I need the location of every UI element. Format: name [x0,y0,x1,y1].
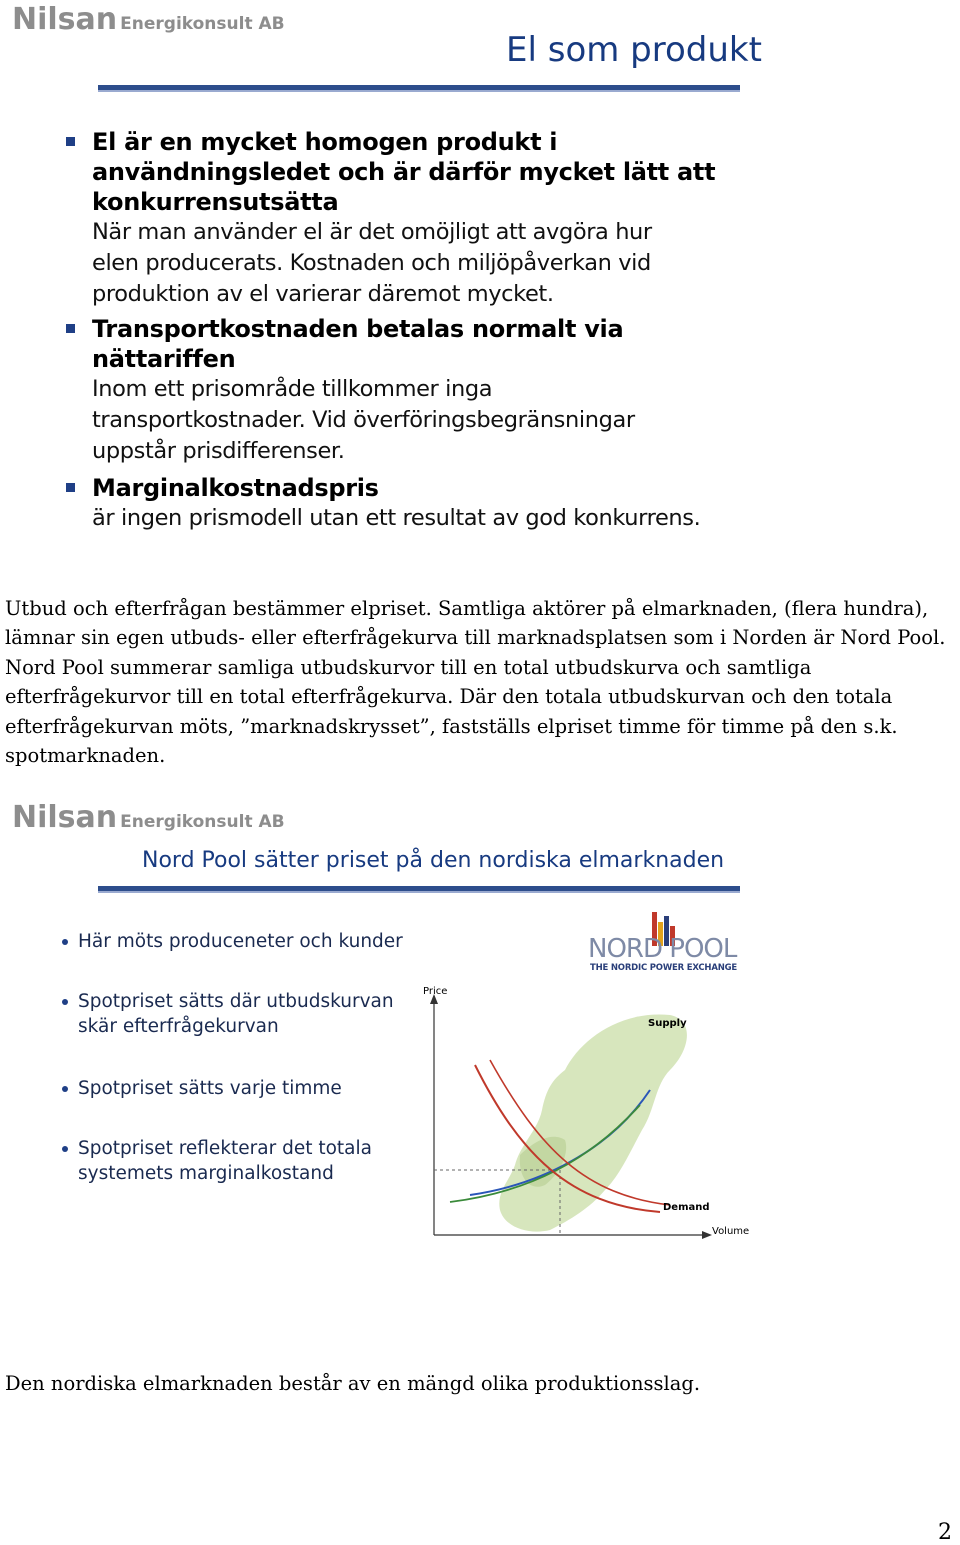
bullet-dot-icon [62,1086,68,1092]
bullet-square-icon [66,137,75,146]
supply-demand-diagram [420,980,780,1250]
nord-pool-logo [588,908,748,978]
logo-main-text: Nilsan [12,800,118,835]
bullet-transport [66,314,746,467]
bullet-heading: Transportkostnaden betalas normalt via nättariffen [92,315,624,373]
demand-label: Demand [663,1202,710,1213]
company-logo [12,800,285,835]
slide-title: Nord Pool sätter priset på den nordiska elmarknaden [142,848,725,873]
slide-title: El som produkt [506,30,762,70]
bullet-mots: Här möts produceneter och kunder [62,929,422,954]
nord-pool-wordmark: NORD POOL [588,934,737,964]
bullet-dot-icon [62,999,68,1005]
logo-main-text: Nilsan [12,2,118,37]
price-axis-label: Price [423,986,448,997]
bullet-marginal [66,473,746,534]
bullet-spotpris-skar: Spotpriset sätts där utbudskurvan skär efterfrågekurvan [62,989,422,1039]
nord-pool-tagline: THE NORDIC POWER EXCHANGE [590,963,738,973]
bullet-subtext: är ingen prismodell utan ett resultat av god konkurrens. [92,505,701,531]
body-paragraph-produktion: Den nordiska elmarknaden består av en mängd olika produktionsslag. [5,1372,701,1395]
bullet-square-icon [66,324,75,333]
bullet-homogen [66,127,746,310]
logo-sub-text: Energikonsult AB [120,14,285,34]
title-rule [98,886,740,893]
page-number: 2 [938,1520,952,1545]
bullet-square-icon [66,483,75,492]
bullet-subtext: Inom ett prisområde tillkommer inga transportkostnader. Vid överföringsbegränsningar uppstår prisdifferenser. [92,376,635,464]
volume-axis-label: Volume [712,1226,750,1237]
bullet-heading: Marginalkostnadspris [92,474,379,502]
slide-el-som-produkt [0,0,960,545]
supply-label: Supply [648,1018,687,1029]
bullet-dot-icon [62,1146,68,1152]
bullet-dot-icon [62,939,68,945]
bullet-subtext: När man använder el är det omöjligt att avgöra hur elen producerats. Kostnaden och miljöpåverkan vid produktion av el varierar däremot mycket. [92,219,652,307]
company-logo [12,2,285,37]
nordic-map-shape [499,1014,687,1231]
body-paragraph-elpris: Utbud och efterfrågan bestämmer elpriset. Samtliga aktörer på elmarknaden, (flera hundra), lämnar sin egen utbuds- eller efterfrågekurva till marknadsplatsen som i Norden är Nord Pool. Nord Pool summerar samliga utbudskurvor till en total utbudskurva och samtliga efterfrågekurvor till en total efterfrågekurva. Där den totala utbudskurvan och den totala efterfrågekurvan möts, ”marknadskrysset”, fastställs elpriset timme för timme på den s.k. spotmarknaden. [5,597,946,768]
bullet-spotpris-timme: Spotpriset sätts varje timme [62,1076,422,1101]
bullet-heading: El är en mycket homogen produkt i användningsledet och är därför mycket lätt att konkurrensutsätta [92,128,716,216]
bullet-spotpris-marginal: Spotpriset reflekterar det totala systemets marginalkostand [62,1136,422,1186]
title-rule [98,85,740,92]
logo-sub-text: Energikonsult AB [120,812,285,832]
